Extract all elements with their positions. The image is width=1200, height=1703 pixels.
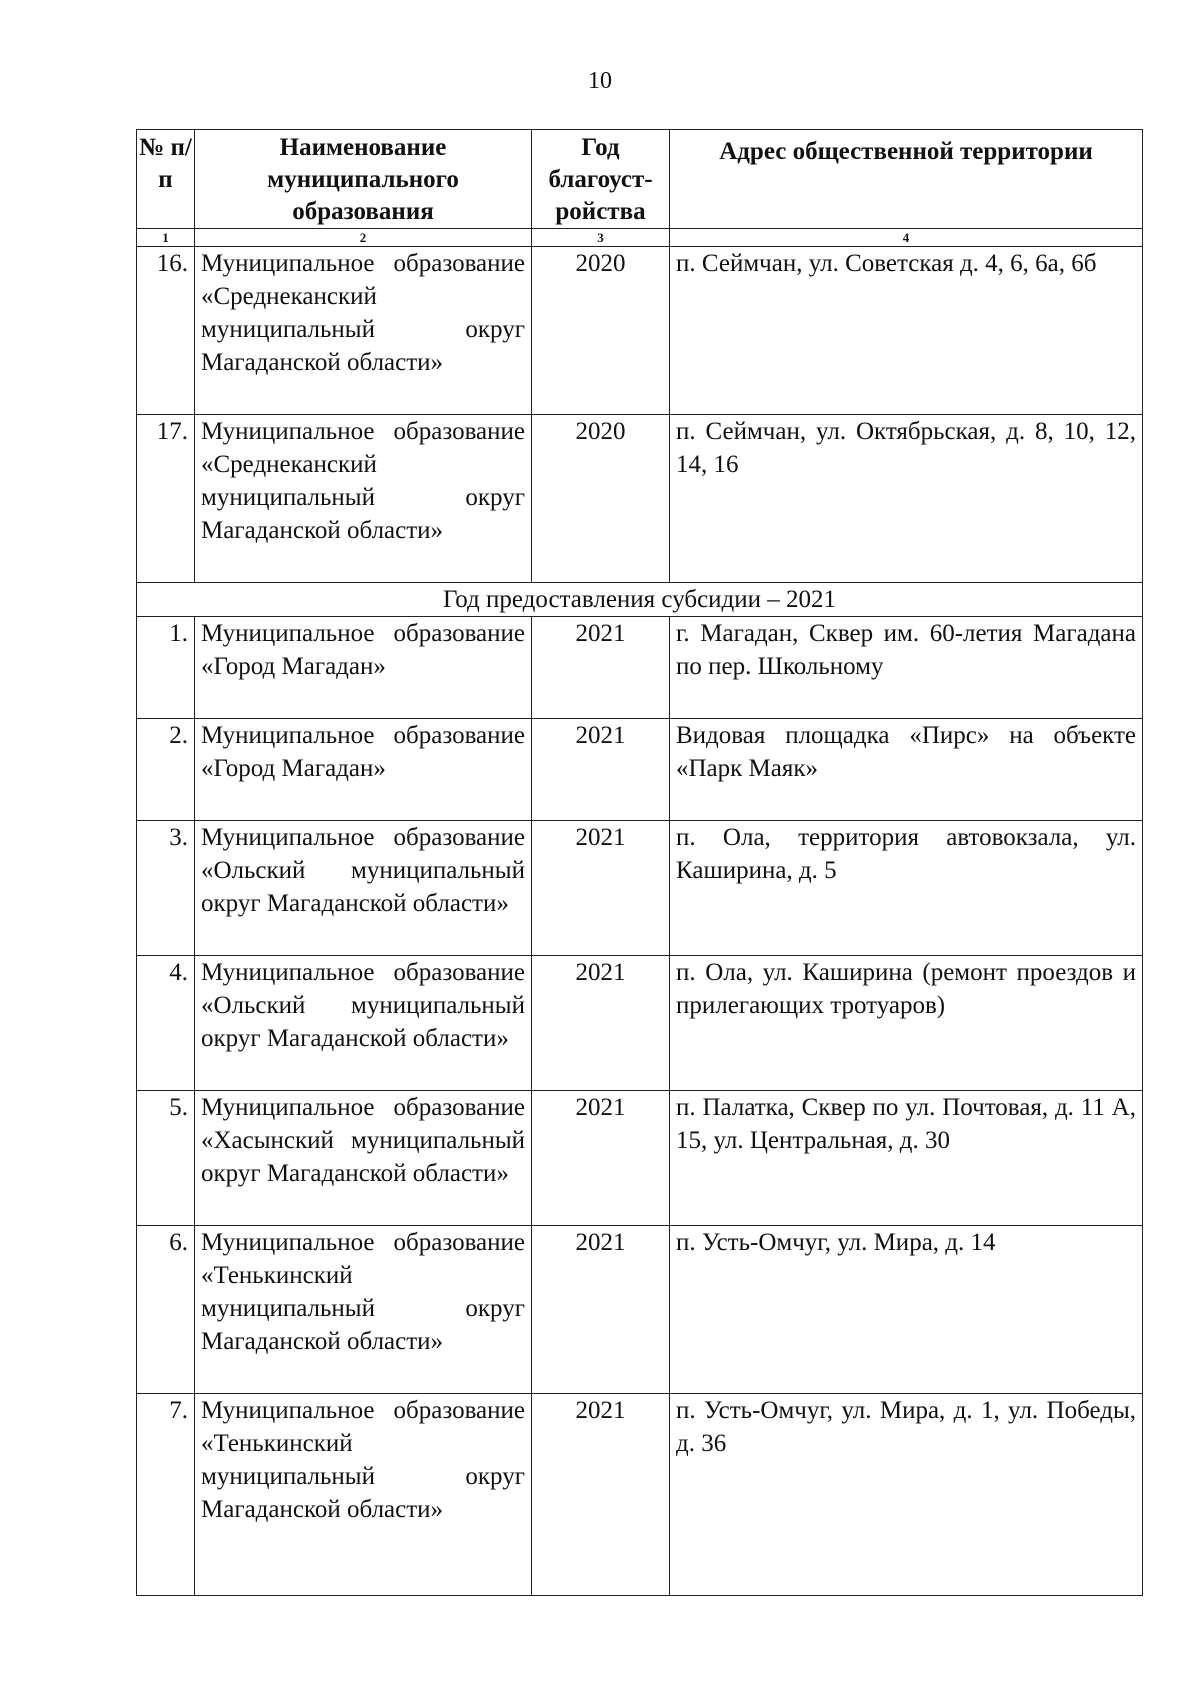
section-title: Год предоставления субсидии – 2021 (137, 583, 1143, 617)
row-number: 17. (137, 415, 195, 583)
territory-address: п. Сеймчан, ул. Советская д. 4, 6, 6а, 6б (670, 247, 1143, 415)
municipality-name: Муниципальное образование «Ольский муниципальный округ Магаданской области» (195, 956, 532, 1091)
row-number: 2. (137, 719, 195, 821)
column-number: 3 (532, 229, 670, 247)
header-address: Адрес общественной территории (670, 130, 1143, 229)
table-row (137, 247, 1143, 415)
column-number: 2 (195, 229, 532, 247)
municipality-name: Муниципальное образование «Хасынский муниципальный округ Магаданской области» (195, 1091, 532, 1226)
improvement-year: 2021 (532, 956, 670, 1091)
territory-address: п. Ола, ул. Каширина (ремонт проездов и прилегающих тротуаров) (670, 956, 1143, 1091)
territory-address: Видовая площадка «Пирс» на объекте «Парк Маяк» (670, 719, 1143, 821)
table-row (137, 821, 1143, 956)
table-row (137, 1091, 1143, 1226)
row-number: 7. (137, 1394, 195, 1596)
improvement-year: 2021 (532, 617, 670, 719)
territory-address: п. Сеймчан, ул. Октябрьская, д. 8, 10, 12, 14, 16 (670, 415, 1143, 583)
improvement-year: 2021 (532, 719, 670, 821)
territory-address: п. Усть-Омчуг, ул. Мира, д. 14 (670, 1226, 1143, 1394)
column-number: 1 (137, 229, 195, 247)
improvement-year: 2021 (532, 1091, 670, 1226)
row-number: 1. (137, 617, 195, 719)
improvement-year: 2021 (532, 821, 670, 956)
territory-address: п. Ола, территория автовокзала, ул. Каширина, д. 5 (670, 821, 1143, 956)
territory-address: п. Усть-Омчуг, ул. Мира, д. 1, ул. Победы, д. 36 (670, 1394, 1143, 1596)
municipality-name: Муниципальное образование «Ольский муниципальный округ Магаданской области» (195, 821, 532, 956)
municipality-name: Муниципальное образование «Тенькинский муниципальный округ Магаданской области» (195, 1394, 532, 1596)
improvement-year: 2021 (532, 1226, 670, 1394)
section-header-row (137, 583, 1143, 617)
improvement-year: 2021 (532, 1394, 670, 1596)
municipality-name: Муниципальное образование «Город Магадан» (195, 719, 532, 821)
municipality-name: Муниципальное образование «Среднеканский муниципальный округ Магаданской области» (195, 415, 532, 583)
page-number: 10 (588, 68, 612, 94)
column-number-row (137, 229, 1143, 247)
table-row (137, 617, 1143, 719)
row-number: 6. (137, 1226, 195, 1394)
municipality-name: Муниципальное образование «Город Магадан» (195, 617, 532, 719)
territory-address: г. Магадан, Сквер им. 60-летия Магадана по пер. Школьному (670, 617, 1143, 719)
municipality-name: Муниципальное образование «Среднеканский муниципальный округ Магаданской области» (195, 247, 532, 415)
header-year: Год благоуст-ройства (532, 130, 670, 229)
table-row (137, 956, 1143, 1091)
row-number: 3. (137, 821, 195, 956)
row-number: 16. (137, 247, 195, 415)
table-row (137, 415, 1143, 583)
column-number: 4 (670, 229, 1143, 247)
row-number: 5. (137, 1091, 195, 1226)
municipality-name: Муниципальное образование «Тенькинский муниципальный округ Магаданской области» (195, 1226, 532, 1394)
table-header-row (137, 130, 1143, 229)
header-num: № п/п (137, 130, 195, 229)
table-row (137, 719, 1143, 821)
table-row (137, 1226, 1143, 1394)
row-number: 4. (137, 956, 195, 1091)
territory-address: п. Палатка, Сквер по ул. Почтовая, д. 11 А, 15, ул. Центральная, д. 30 (670, 1091, 1143, 1226)
improvement-year: 2020 (532, 247, 670, 415)
territory-table (136, 129, 1143, 1596)
table-row (137, 1394, 1143, 1596)
improvement-year: 2020 (532, 415, 670, 583)
header-name: Наименование муниципального образования (195, 130, 532, 229)
